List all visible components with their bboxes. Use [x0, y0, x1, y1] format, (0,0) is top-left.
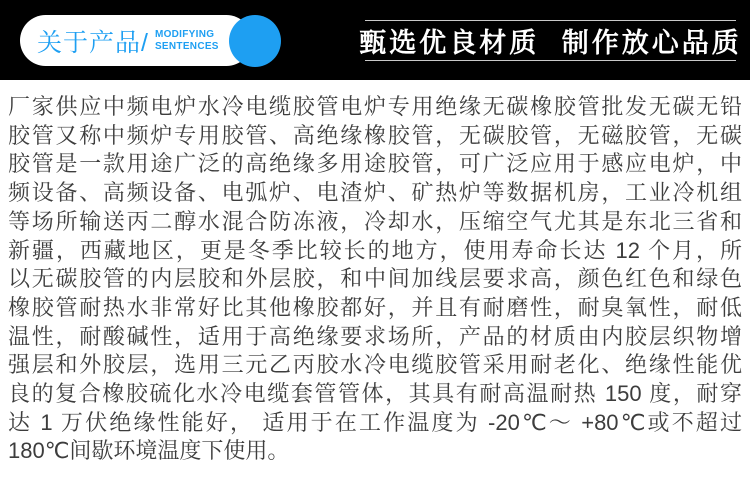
tagline-text: 甄选优良材质 制作放心品质: [359, 28, 742, 58]
badge-subtitle: [155, 29, 219, 53]
about-product-badge: [20, 15, 252, 66]
header-banner: [0, 0, 750, 80]
body-text-line: 厂家供应中频电炉水冷电缆胶管电炉专用绝缘无碳橡胶管批发无碳无铅: [8, 94, 742, 119]
body-text-line: 等场所输送丙二醇水混合防冻液，冷却水，压缩空气尤其是东北三省和: [8, 208, 742, 234]
body-text-line: 温性，耐酸碱性，适用于高绝缘要求场所，产品的材质由内胶层织物增: [8, 323, 742, 349]
body-text-line: 180℃间歇环境温度下使用。: [8, 438, 290, 464]
blue-dot-icon: [229, 15, 281, 67]
badge-title: 关于产品/: [37, 28, 149, 57]
body-text-line: 达 1 万伏绝缘性能好， 适用于在工作温度为 -20℃～ +80℃或不超过: [8, 409, 742, 435]
tagline: [359, 20, 742, 61]
body-text-line: 以无碳胶管的内层胶和外层胶，和中间加线层要求高，颜色红色和绿色: [8, 266, 742, 292]
body-text-line: 强层和外胶层，选用三元乙丙胶水冷电缆胶管采用耐老化、绝缘性能优: [8, 352, 742, 378]
badge-subtitle-line2: SENTENCES: [154, 40, 219, 52]
body-text-line: 胶管是一款用途广泛的高绝缘多用途胶管，可广泛应用于感应电炉，中: [8, 151, 742, 177]
body-text-line: 频设备、高频设备、电弧炉、电渣炉、矿热炉等数据机房，工业冷机组: [8, 180, 742, 206]
body-text-line: 橡胶管耐热水非常好比其他橡胶都好，并且有耐磨性，耐臭氧性，耐低: [8, 294, 742, 320]
body-text-line: 胶管又称中频炉专用胶管、高绝缘橡胶管，无碳胶管，无磁胶管，无碳: [8, 122, 742, 148]
product-description: [0, 80, 750, 493]
badge-subtitle-line1: MODIFYING: [154, 28, 215, 40]
body-text-line: 新疆，西藏地区，更是冬季比较长的地方，使用寿命长达 12 个月，所: [8, 237, 742, 263]
body-text-line: 良的复合橡胶硫化水冷电缆套管管体，其具有耐高温耐热 150 度，耐穿: [8, 381, 742, 407]
